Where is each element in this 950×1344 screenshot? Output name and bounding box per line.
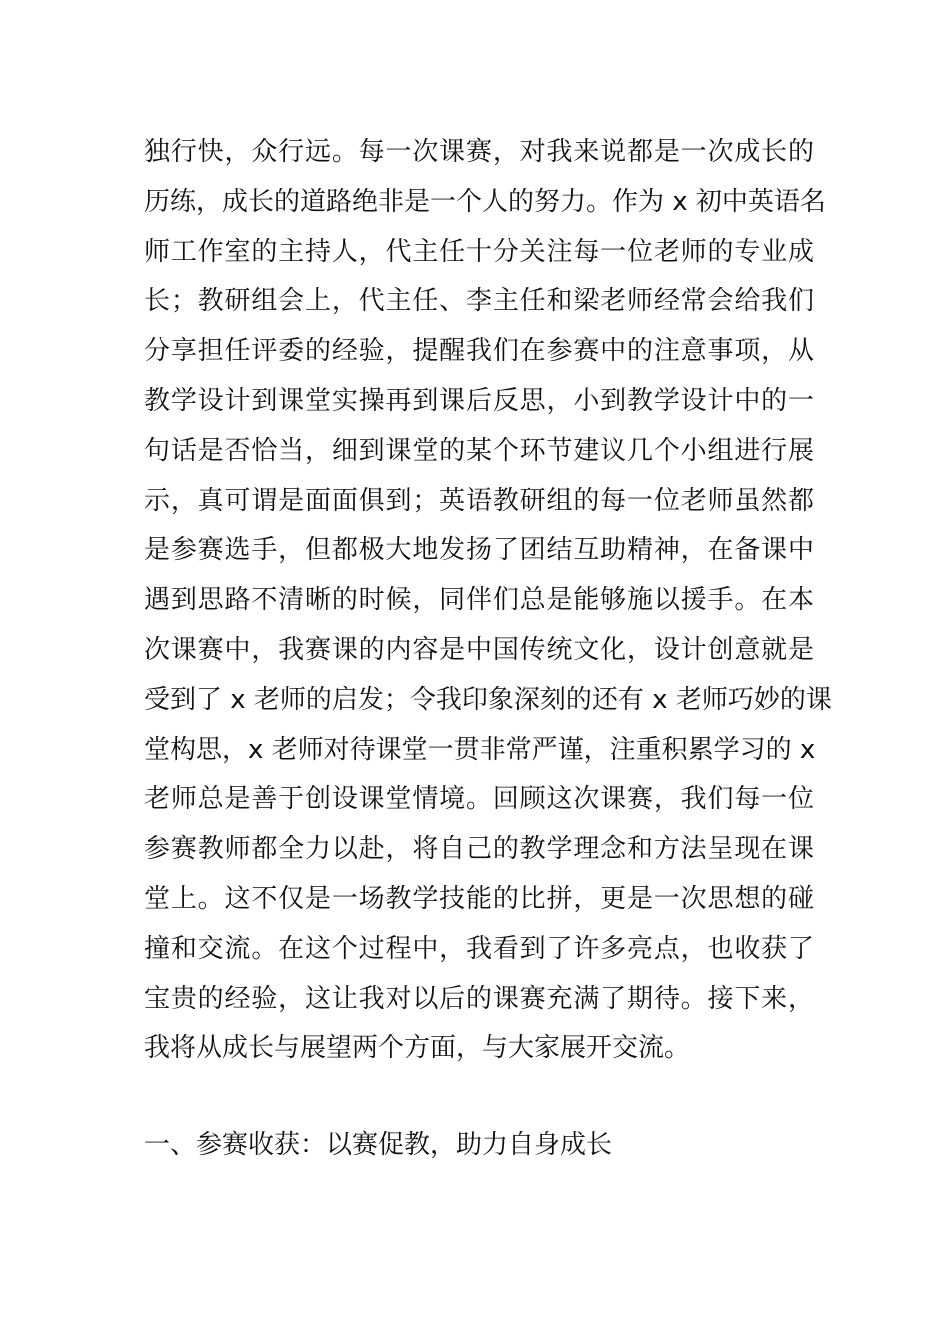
paragraph-line: 受到了 x 老师的启发；令我印象深刻的还有 x 老师巧妙的课: [144, 684, 832, 715]
paragraph-line: 分享担任评委的经验，提醒我们在参赛中的注意事项，从: [144, 336, 814, 367]
paragraph-line: 句话是否恰当，细到课堂的某个环节建议几个小组进行展: [144, 435, 814, 466]
paragraph-line: 堂构思，x 老师对待课堂一贯非常严谨，注重积累学习的 x: [144, 734, 816, 765]
paragraph-line: 长；教研组会上，代主任、李主任和梁老师经常会给我们: [144, 286, 814, 317]
paragraph-line: 老师总是善于创设课堂情境。回顾这次课赛，我们每一位: [144, 784, 814, 815]
paragraph-line: 师工作室的主持人，代主任十分关注每一位老师的专业成: [144, 236, 814, 267]
paragraph-line: 参赛教师都全力以赴，将自己的教学理念和方法呈现在课: [144, 834, 814, 865]
paragraph-line: 遇到思路不清晰的时候，同伴们总是能够施以援手。在本: [144, 585, 814, 616]
body-paragraph: [144, 128, 832, 1074]
paragraph-line: 教学设计到课堂实操再到课后反思，小到教学设计中的一: [144, 385, 814, 416]
paragraph-line: 独行快，众行远。每一次课赛，对我来说都是一次成长的: [144, 137, 814, 167]
paragraph-line: 堂上。这不仅是一场教学技能的比拼，更是一次思想的碰: [144, 883, 814, 914]
paragraph-line: 宝贵的经验，这让我对以后的课赛充满了期待。接下来，: [144, 983, 814, 1014]
paragraph-line: 历练，成长的道路绝非是一个人的努力。作为 x 初中英语名: [144, 186, 826, 217]
paragraph-line: 撞和交流。在这个过程中，我看到了许多亮点，也收获了: [144, 933, 814, 964]
paragraph-line: 是参赛选手，但都极大地发扬了团结互助精神，在备课中: [144, 535, 814, 566]
paragraph-line: 示，真可谓是面面俱到；英语教研组的每一位老师虽然都: [144, 485, 814, 516]
section-heading: 一、参赛收获：以赛促教，助力自身成长: [144, 1130, 613, 1160]
paragraph-line: 我将从成长与展望两个方面，与大家展开交流。: [144, 1033, 691, 1064]
paragraph-line: 次课赛中，我赛课的内容是中国传统文化，设计创意就是: [144, 634, 814, 665]
